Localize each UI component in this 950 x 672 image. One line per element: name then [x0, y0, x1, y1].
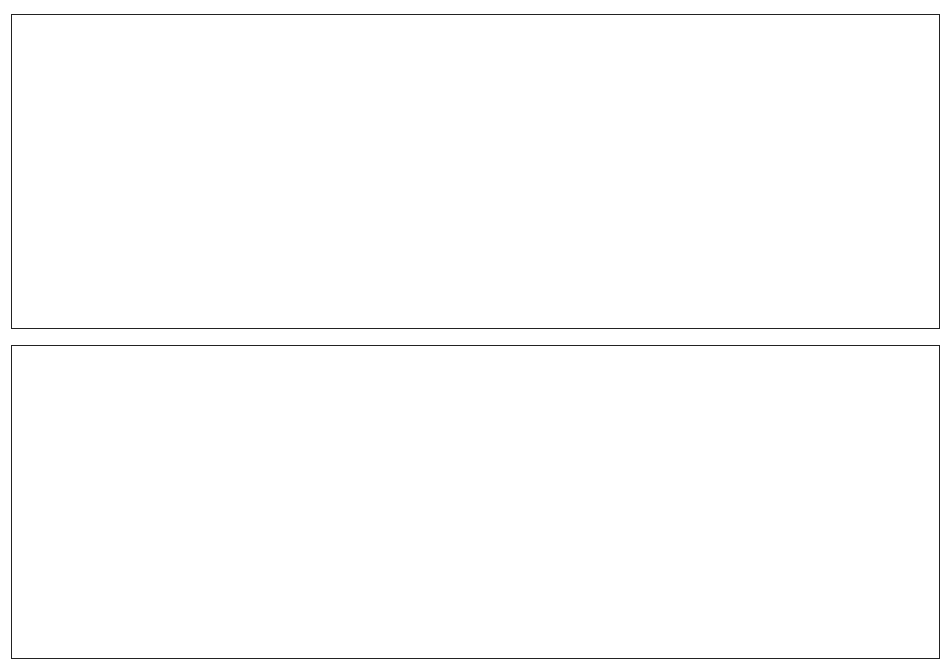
blank-form-panel [11, 14, 940, 329]
instructions-panel [11, 345, 940, 659]
